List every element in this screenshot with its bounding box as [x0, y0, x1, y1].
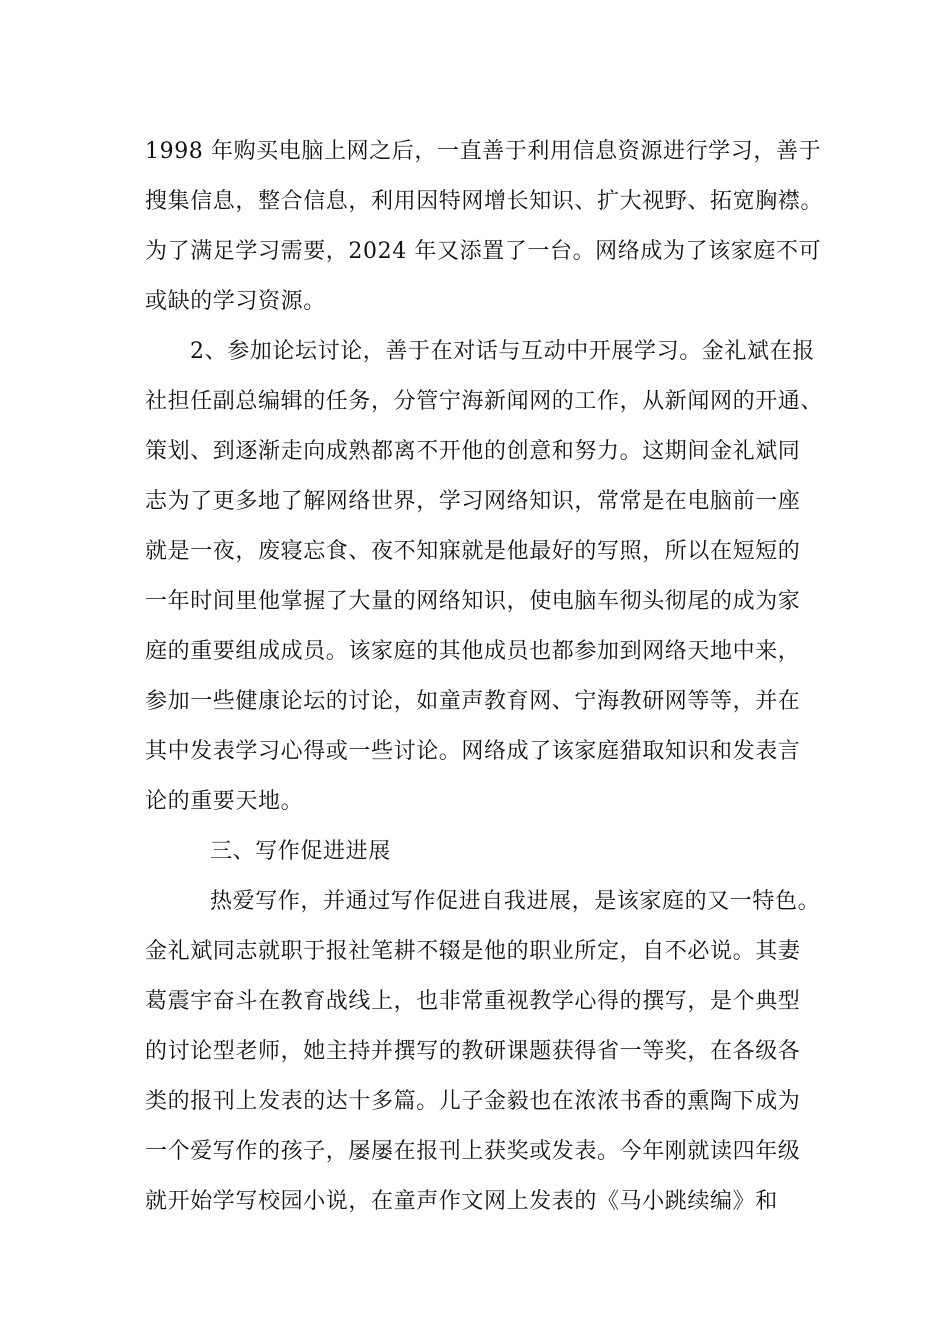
text-line: 为了满足学习需要，2024 年又添置了一台。网络成为了该家庭不可: [145, 239, 822, 264]
text-line: 其中发表学习心得或一些讨论。网络成了该家庭猎取知识和发表言: [145, 739, 801, 764]
text-line: 或缺的学习资源。: [145, 289, 326, 314]
text-line: 论的重要天地。: [145, 789, 304, 814]
text-line: 的讨论型老师，她主持并撰写的教研课题获得省一等奖，在各级各: [145, 1039, 801, 1064]
text-line: 一年时间里他掌握了大量的网络知识，使电脑车彻头彻尾的成为家: [145, 589, 801, 614]
text-line: 金礼斌同志就职于报社笔耕不辍是他的职业所定，自不必说。其妻: [145, 939, 801, 964]
paragraph-start-line: 热爱写作，并通过写作促进自我进展，是该家庭的又一特色。: [210, 889, 821, 914]
paragraph-start-line: 2、参加论坛讨论，善于在对话与互动中开展学习。金礼斌在报: [190, 339, 815, 364]
text-line: 一个爱写作的孩子，屡屡在报刊上获奖或发表。今年刚就读四年级: [145, 1139, 801, 1164]
text-line: 葛震宇奋斗在教育战线上，也非常重视教学心得的撰写，是个典型: [145, 989, 801, 1014]
section-heading: 三、写作促进进展: [210, 839, 391, 864]
text-line: 类的报刊上发表的达十多篇。儿子金毅也在浓浓书香的熏陶下成为: [145, 1089, 801, 1114]
text-line: 志为了更多地了解网络世界，学习网络知识，常常是在电脑前一座: [145, 489, 801, 514]
text-line: 参加一些健康论坛的讨论，如童声教育网、宁海教研网等等，并在: [145, 689, 801, 714]
text-line: 就是一夜，废寝忘食、夜不知寐就是他最好的写照，所以在短短的: [145, 539, 801, 564]
text-line: 社担任副总编辑的任务，分管宁海新闻网的工作，从新闻网的开通、: [145, 389, 824, 414]
text-line: 1998 年购买电脑上网之后，一直善于利用信息资源进行学习，善于: [145, 139, 822, 164]
text-line: 就开始学写校园小说，在童声作文网上发表的《马小跳续编》和: [145, 1189, 778, 1214]
text-line: 策划、到逐渐走向成熟都离不开他的创意和努力。这期间金礼斌同: [145, 439, 801, 464]
text-line: 搜集信息，整合信息，利用因特网增长知识、扩大视野、拓宽胸襟。: [145, 189, 824, 214]
text-line: 庭的重要组成成员。该家庭的其他成员也都参加到网络天地中来，: [145, 639, 801, 664]
